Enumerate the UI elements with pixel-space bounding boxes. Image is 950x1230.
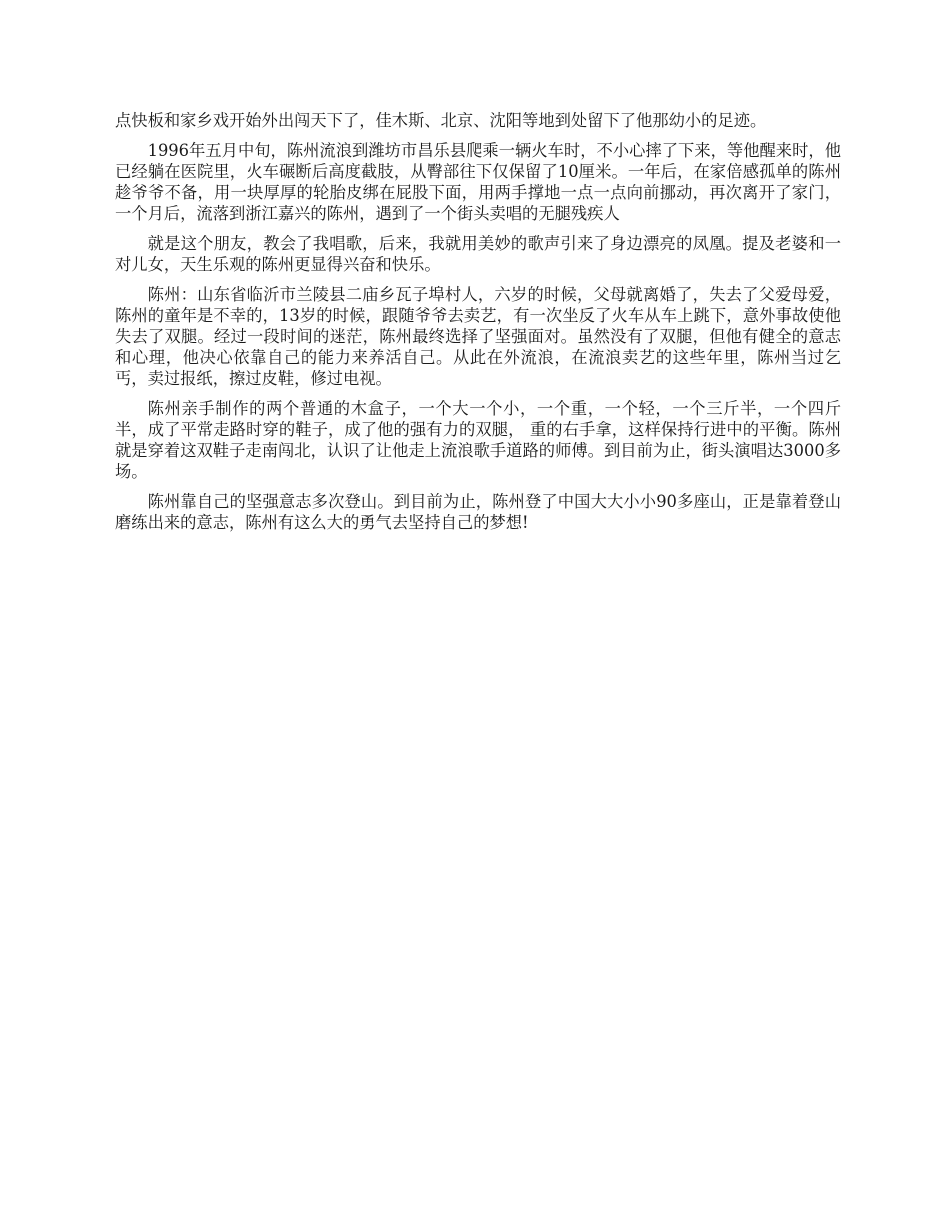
paragraph-2: 1996年五月中旬，陈州流浪到潍坊市昌乐县爬乘一辆火车时，不小心摔了下来，等他醒来时，他已经躺在医院里，火车碾断后高度截肢，从臀部往下仅保留了10厘米。一年后，在家倍感孤单的陈州趁爷爷不备，用一块厚厚的轮胎皮绑在屁股下面，用两手撑地一点一点向前挪动，再次离开了家门，一个月后，流落到浙江嘉兴的陈州，遇到了一个街头卖唱的无腿残疾人 [115,141,841,223]
paragraph-6: 陈州靠自己的坚强意志多次登山。到目前为止，陈州登了中国大大小小90多座山，正是靠着登山磨练出来的意志，陈州有这么大的勇气去坚持自己的梦想! [115,492,841,532]
paragraph-5: 陈州亲手制作的两个普通的木盒子，一个大一个小，一个重，一个轻，一个三斤半，一个四斤半，成了平常走路时穿的鞋子，成了他的强有力的双腿， 重的右手拿，这样保持行进中的平衡。陈州就是穿着这双鞋子走南闯北，认识了让他走上流浪歌手道路的师傅。到目前为止，街头演唱达3000多场。 [115,399,841,481]
paragraph-3: 就是这个朋友，教会了我唱歌，后来，我就用美妙的歌声引来了身边漂亮的凤凰。提及老婆和一对儿女，天生乐观的陈州更显得兴奋和快乐。 [115,234,841,274]
paragraph-4: 陈州：山东省临沂市兰陵县二庙乡瓦子埠村人，六岁的时候，父母就离婚了，失去了父爱母爱，陈州的童年是不幸的，13岁的时候，跟随爷爷去卖艺，有一次坐反了火车从车上跳下，意外事故使他失去了双腿。经过一段时间的迷茫，陈州最终选择了坚强面对。虽然没有了双腿，但他有健全的意志和心理，他决心依靠自己的能力来养活自己。从此在外流浪，在流浪卖艺的这些年里，陈州当过乞丐，卖过报纸，擦过皮鞋，修过电视。 [115,285,841,388]
paragraph-1: 点快板和家乡戏开始外出闯天下了，佳木斯、北京、沈阳等地到处留下了他那幼小的足迹。 [115,111,767,130]
document-body [115,110,841,542]
